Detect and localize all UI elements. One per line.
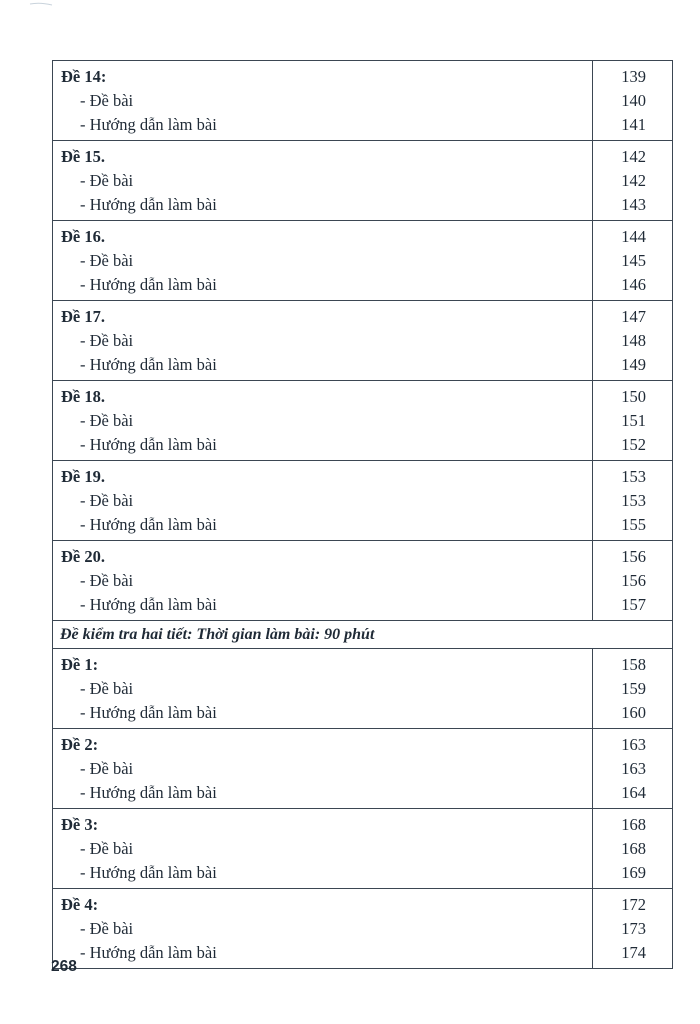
toc-item-page: 173 <box>621 919 646 938</box>
toc-item-label: - Hướng dẫn làm bài <box>80 703 217 722</box>
exam-title-page: 156 <box>621 547 646 566</box>
exam-title: Đề 18. <box>61 387 105 406</box>
exam-title: Đề 16. <box>61 227 105 246</box>
toc-group <box>53 541 672 621</box>
toc-group-labels <box>53 889 592 968</box>
exam-title: Đề 1: <box>61 655 99 674</box>
toc-item-page: 160 <box>621 703 646 722</box>
exam-title-page: 168 <box>621 815 646 834</box>
toc-item-page: 151 <box>621 411 646 430</box>
toc-item-label: - Đề bài <box>80 331 134 350</box>
toc-item-label: - Đề bài <box>80 759 134 778</box>
toc-item-label: - Đề bài <box>80 171 134 190</box>
exam-title: Đề 3: <box>61 815 99 834</box>
toc-item-label: - Đề bài <box>80 839 134 858</box>
toc-item-label: - Hướng dẫn làm bài <box>80 595 217 614</box>
toc-item-page: 140 <box>621 91 646 110</box>
toc-item-label: - Đề bài <box>80 491 134 510</box>
toc-group-pages <box>592 541 672 620</box>
exam-title-page: 153 <box>621 467 646 486</box>
toc-group <box>53 301 672 381</box>
exam-title-page: 158 <box>621 655 646 674</box>
exam-title-page: 147 <box>621 307 646 326</box>
toc-group-labels <box>53 381 592 460</box>
toc-item-label: - Hướng dẫn làm bài <box>80 435 217 454</box>
toc-groups-before-section <box>53 61 672 621</box>
toc-item-label: - Hướng dẫn làm bài <box>80 863 217 882</box>
exam-title: Đề 20. <box>61 547 105 566</box>
toc-item-label: - Hướng dẫn làm bài <box>80 275 217 294</box>
toc-item-page: 159 <box>621 679 646 698</box>
exam-title-page: 150 <box>621 387 646 406</box>
exam-title-page: 163 <box>621 735 646 754</box>
toc-group-pages <box>592 221 672 300</box>
toc-group-labels <box>53 61 592 140</box>
toc-group-pages <box>592 381 672 460</box>
toc-group <box>53 381 672 461</box>
toc-group-pages <box>592 141 672 220</box>
toc-item-label: - Hướng dẫn làm bài <box>80 943 217 962</box>
toc-item-label: - Hướng dẫn làm bài <box>80 195 217 214</box>
toc-item-page: 155 <box>621 515 646 534</box>
toc-group-pages <box>592 809 672 888</box>
toc-item-page: 157 <box>621 595 646 614</box>
section-heading: Đề kiểm tra hai tiết: Thời gian làm bài: 90 phút <box>53 621 672 649</box>
toc-item-label: - Hướng dẫn làm bài <box>80 355 217 374</box>
toc-groups-after-section <box>53 649 672 969</box>
exam-title-page: 144 <box>621 227 646 246</box>
exam-title: Đề 14: <box>61 67 107 86</box>
toc-item-page: 143 <box>621 195 646 214</box>
toc-group-labels <box>53 729 592 808</box>
toc-item-page: 156 <box>621 571 646 590</box>
toc-group-pages <box>592 889 672 968</box>
toc-group <box>53 141 672 221</box>
toc-group <box>53 221 672 301</box>
toc-item-page: 148 <box>621 331 646 350</box>
toc-item-label: - Hướng dẫn làm bài <box>80 783 217 802</box>
toc-item-page: 149 <box>621 355 646 374</box>
toc-item-page: 164 <box>621 783 646 802</box>
toc-group-labels <box>53 141 592 220</box>
toc-group-pages <box>592 729 672 808</box>
toc-group <box>53 889 672 969</box>
toc-group-labels <box>53 461 592 540</box>
exam-title: Đề 17. <box>61 307 105 326</box>
exam-title: Đề 15. <box>61 147 105 166</box>
toc-item-label: - Đề bài <box>80 91 134 110</box>
toc-item-page: 163 <box>621 759 646 778</box>
toc-item-label: - Hướng dẫn làm bài <box>80 115 217 134</box>
toc-group-labels <box>53 221 592 300</box>
toc-group <box>53 61 672 141</box>
toc-group-pages <box>592 61 672 140</box>
toc-group <box>53 649 672 729</box>
toc-group-pages <box>592 461 672 540</box>
toc-item-label: - Đề bài <box>80 411 134 430</box>
toc-group-labels <box>53 541 592 620</box>
exam-title-page: 172 <box>621 895 646 914</box>
toc-item-label: - Hướng dẫn làm bài <box>80 515 217 534</box>
toc-item-label: - Đề bài <box>80 679 134 698</box>
exam-title-page: 142 <box>621 147 646 166</box>
toc-group-pages <box>592 649 672 728</box>
toc-item-label: - Đề bài <box>80 571 134 590</box>
toc-item-page: 152 <box>621 435 646 454</box>
exam-title: Đề 4: <box>61 895 99 914</box>
toc-item-page: 146 <box>621 275 646 294</box>
toc-item-page: 169 <box>621 863 646 882</box>
scan-mark <box>0 0 60 10</box>
toc-group <box>53 461 672 541</box>
table-of-contents <box>52 60 673 969</box>
toc-group-labels <box>53 809 592 888</box>
toc-item-page: 174 <box>621 943 646 962</box>
toc-item-page: 153 <box>621 491 646 510</box>
toc-group-labels <box>53 301 592 380</box>
toc-group-labels <box>53 649 592 728</box>
toc-item-label: - Đề bài <box>80 251 134 270</box>
toc-item-page: 141 <box>621 115 646 134</box>
toc-item-page: 145 <box>621 251 646 270</box>
exam-title: Đề 2: <box>61 735 99 754</box>
toc-group <box>53 729 672 809</box>
exam-title: Đề 19. <box>61 467 105 486</box>
toc-item-page: 168 <box>621 839 646 858</box>
toc-group <box>53 809 672 889</box>
toc-group-pages <box>592 301 672 380</box>
toc-item-label: - Đề bài <box>80 919 134 938</box>
toc-item-page: 142 <box>621 171 646 190</box>
exam-title-page: 139 <box>621 67 646 86</box>
page-number: 268 <box>51 958 77 975</box>
